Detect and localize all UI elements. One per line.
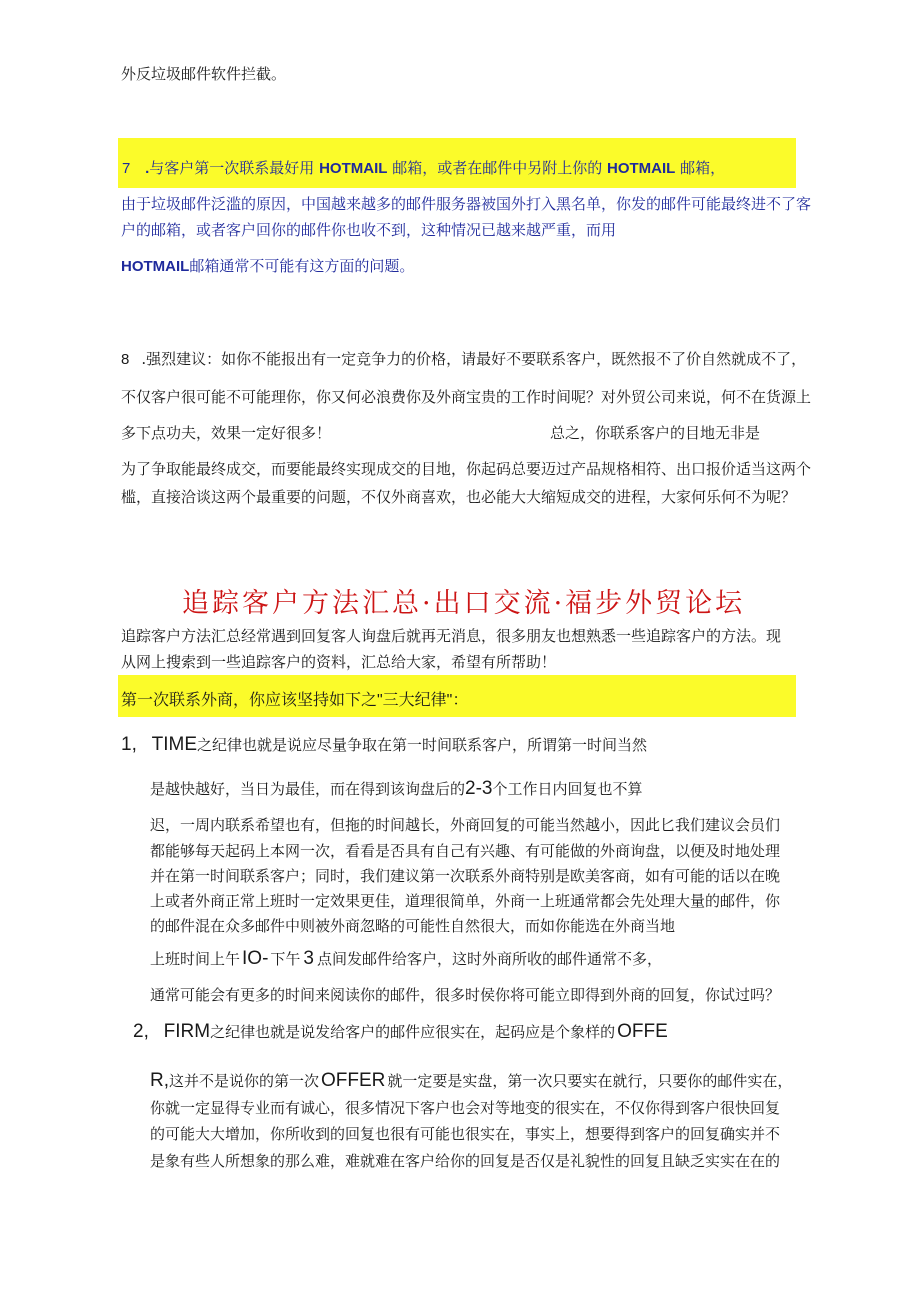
- paragraph-line: 是象有些人所想象的那么难，难就难在客户给你的回复是否仅是礼貌性的回复且缺乏实实在在的: [150, 1152, 781, 1170]
- paragraph-line: 不仅客户很可能不可能理你，你又何必浪费你及外商宝贵的工作时间呢？对外贸公司来说，何不在货源上: [121, 388, 812, 406]
- section-2-line: 2, FIRM之纪律也就是说发给客户的邮件应很实在，起码应是个象样的 OFFE: [133, 1021, 668, 1042]
- paragraph-line: 槛，直接洽谈这两个最重要的问题，不仅外商喜欢，也必能大大缩短成交的进程，大家何乐何不为呢？: [121, 488, 797, 506]
- paragraph-line: 总之，你联系客户的目地无非是: [550, 424, 761, 442]
- paragraph-line: 的邮件混在众多邮件中则被外商忽略的可能性自然很大，而如你能选在外商当地: [150, 917, 676, 935]
- heading-three-disciplines: 第一次联系外商，你应该坚持如下之"三大纪律"：: [121, 692, 469, 709]
- item-7-line: 7 .与客户第一次联系最好用 HOTMAIL 邮箱，或者在邮件中另附上你的 HOTMAIL 邮箱，: [122, 159, 726, 177]
- paragraph-line: 都能够每天起码上本网一次，看看是否具有自己有兴趣、有可能做的外商询盘，以便及时地处理: [150, 842, 781, 860]
- paragraph-line: 外反垃圾邮件软件拦截。: [121, 65, 287, 83]
- paragraph-line: 是越快越好，当日为最佳，而在得到该询盘后的2-3个工作日内回复也不算: [150, 778, 643, 799]
- paragraph-line: 从网上搜索到一些追踪客户的资料，汇总给大家，希望有所帮助！: [121, 653, 557, 671]
- paragraph-line: 通常可能会有更多的时间来阅读你的邮件，很多时侯你将可能立即得到外商的回复，你试过吗？: [150, 986, 781, 1004]
- paragraph-line: 上班时间上午 IO- 下午 3 点间发邮件给客户，这时外商所收的邮件通常不多，: [150, 948, 663, 969]
- item-8-line: 8 .强烈建议：如你不能报出有一定竞争力的价格，请最好不要联系客户，既然报不了价自然就成不了，: [121, 350, 807, 368]
- paragraph-line: 由于垃圾邮件泛滥的原因，中国越来越多的邮件服务器被国外打入黑名单，你发的邮件可能最终进不了客: [121, 195, 812, 213]
- paragraph-line: 户的邮箱，或者客户回你的邮件你也收不到，这种情况已越来越严重，而用: [121, 221, 617, 239]
- paragraph-line: 并在第一时间联系客户；同时，我们建议第一次联系外商特别是欧美客商，如有可能的话以在晚: [150, 867, 781, 885]
- paragraph-line: 为了争取能最终成交，而要能最终实现成交的目地，你起码总要迈过产品规格相符、出口报价适当这两个: [121, 460, 812, 478]
- paragraph-line: HOTMAIL邮箱通常不可能有这方面的问题。: [121, 257, 415, 275]
- paragraph-line: 追踪客户方法汇总经常遇到回复客人询盘后就再无消息，很多朋友也想熟悉一些追踪客户的方法。现: [121, 627, 782, 645]
- paragraph-line: 上或者外商正常上班时一定效果更佳，道理很简单，外商一上班通常都会先处理大量的邮件，你: [150, 892, 781, 910]
- paragraph-line: 多下点功夫，效果一定好很多！: [121, 424, 332, 442]
- paragraph-line: 的可能大大增加，你所收到的回复也很有可能也很实在，事实上，想要得到客户的回复确实并不: [150, 1125, 781, 1143]
- paragraph-line: R,这并不是说你的第一次 OFFER 就一定要是实盘，第一次只要实在就行，只要你的邮件实在，: [150, 1070, 793, 1091]
- section-1-line: 1, TIME之纪律也就是说应尽量争取在第一时间联系客户，所谓第一时间当然: [121, 734, 648, 755]
- paragraph-line: 迟，一周内联系希望也有，但拖的时间越长，外商回复的可能当然越小，因此匕我们建议会员们: [150, 816, 781, 834]
- paragraph-line: 你就一定显得专业而有诚心，很多情况下客户也会对等地变的很实在，不仅你得到客户很快回复: [150, 1099, 781, 1117]
- section-title: 追踪客户方法汇总·出口交流·福步外贸论坛: [182, 588, 746, 619]
